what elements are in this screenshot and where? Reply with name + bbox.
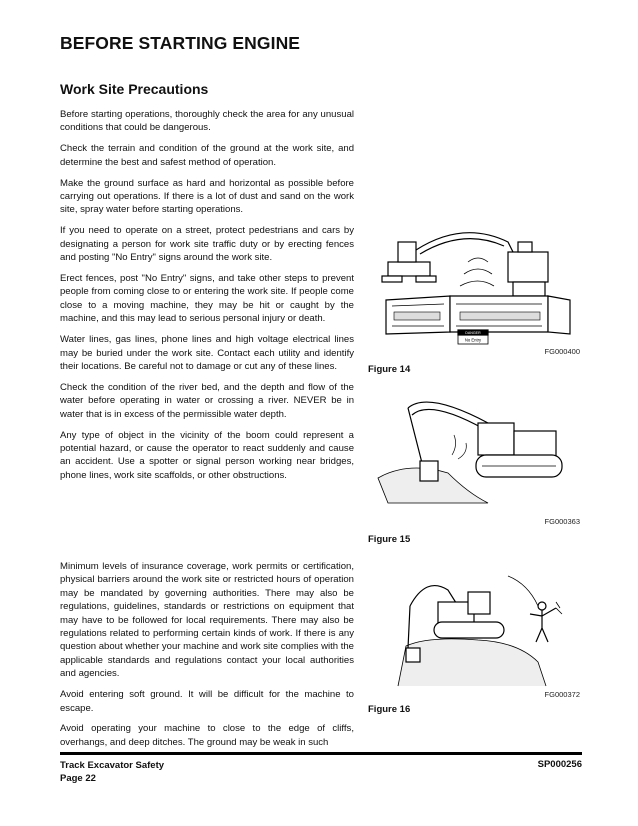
- excavator-cliff-drawing: [368, 566, 580, 691]
- figure-15-label: Figure 15: [368, 534, 411, 545]
- footer-page-number: Page 22: [60, 773, 96, 784]
- excavator-river-drawing: [368, 393, 580, 518]
- paragraph: Before starting operations, thoroughly check the area for any unusual conditions that could be dangerous.: [60, 109, 354, 134]
- footer-divider: [60, 752, 582, 755]
- paragraph: Any type of object in the vicinity of the boom could represent a potential hazard, or cause the operator to react suddenly and cause an accident. Use a spotter or signal person working near bridges, phone lines, work site scaffolds, or other obstructions.: [60, 429, 354, 481]
- paragraph: If you need to operate on a street, protect pedestrians and cars by designating a person for work site traffic duty or by erecting fences and posting "No Entry" signs around the work site.: [60, 225, 354, 264]
- figure-code: FG000363: [544, 517, 580, 526]
- paragraph: Avoid operating your machine to close to the edge of cliffs, overhangs, and deep ditches. The ground may be weak in such: [60, 723, 354, 748]
- paragraph: Erect fences, post "No Entry" signs, and take other steps to prevent people from coming close to or entering the work site. If people come close to a moving machine, they may be hit or caught by the machine, and this may lead to serious personal injury or death.: [60, 273, 354, 325]
- figure-14-label: Figure 14: [368, 364, 411, 375]
- paragraph: Check the terrain and condition of the ground at the work site, and determine the best and safest method of operation.: [60, 143, 354, 168]
- figure-15-illustration: [368, 393, 580, 528]
- footer-left: [60, 759, 164, 785]
- page-title: BEFORE STARTING ENGINE: [60, 33, 301, 53]
- sign-no-entry-text: No Entry: [464, 337, 482, 343]
- figure-16-label: Figure 16: [368, 704, 411, 715]
- paragraph: Avoid entering soft ground. It will be difficult for the machine to escape.: [60, 689, 354, 714]
- section-title: Work Site Precautions: [60, 81, 209, 97]
- figure-code: FG000400: [544, 347, 580, 356]
- figure-code: FG000372: [544, 690, 580, 699]
- figure-14-illustration: [368, 222, 580, 357]
- column-1-text: [60, 108, 354, 490]
- paragraph: Minimum levels of insurance coverage, work permits or certification, physical barriers around the work site or restricted hours of operation may be mandated by governing authorities. There may also be regulations, guidelines, standards or restrictions on equipment that may have to be followed for local requirements. There may also be regulations related to performing certain kinds of work. If there is any question about whether your machine and work site complies with the applicable standards and regulations contact your local authorities and agencies.: [60, 561, 354, 680]
- paragraph: Water lines, gas lines, phone lines and high voltage electrical lines may be buried under the work site. Contact each utility and identify their locations. Be careful not to damage or cut any of these lines.: [60, 334, 354, 372]
- paragraph: Check the condition of the river bed, and the depth and flow of the water before operating in water or crossing a river. NEVER be in water that is in excess of the permissible water depth.: [60, 381, 354, 420]
- footer-doc-title: Track Excavator Safety: [60, 760, 165, 771]
- footer-doc-code: SP000256: [537, 759, 582, 770]
- column-2-text: [60, 560, 354, 757]
- sign-danger-text: DANGER: [465, 331, 481, 335]
- paragraph: Make the ground surface as hard and horizontal as possible before carrying out operations. If there is a lot of dust and sand on the work site, spray water before starting operations.: [60, 177, 354, 216]
- figure-16-illustration: [368, 566, 580, 700]
- excavator-fence-drawing: [368, 222, 580, 357]
